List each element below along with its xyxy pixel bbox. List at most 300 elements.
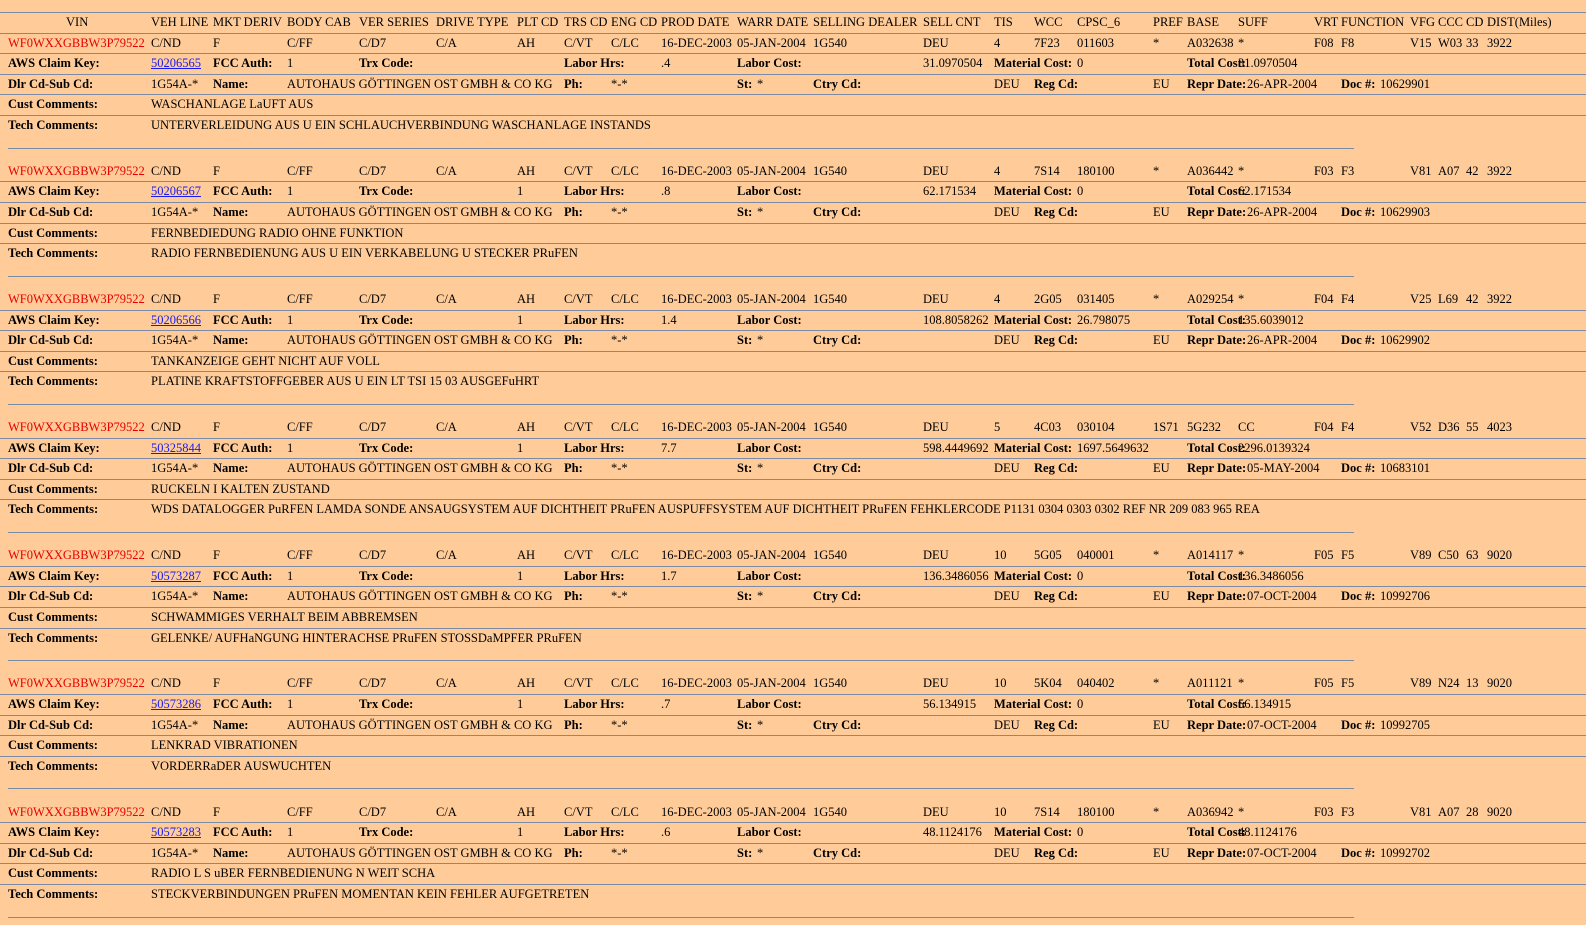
repr-date-value: 07-OCT-2004 xyxy=(1247,589,1317,604)
prod-date-value: 16-DEC-2003 xyxy=(661,291,732,306)
dlr-cd-value: 1G54A-* xyxy=(151,845,199,860)
ccc-value: L69 xyxy=(1438,291,1459,306)
reg-cd-label: Reg Cd: xyxy=(1034,333,1079,348)
vehicle-row xyxy=(0,290,1586,311)
st-label: St: xyxy=(737,717,753,732)
material-cost-value: 0 xyxy=(1077,825,1084,840)
eng-cd-value: C/LC xyxy=(611,291,639,306)
ccc-value: A07 xyxy=(1438,163,1460,178)
header-vfg: VFG xyxy=(1410,15,1436,29)
plt-cd-value: AH xyxy=(517,163,536,178)
header-sell-cnt: SELL CNT xyxy=(923,15,981,29)
dist-value: 9020 xyxy=(1487,676,1512,691)
st-label: St: xyxy=(737,204,753,219)
sell-cnt-value: DEU xyxy=(923,804,949,819)
ccc-value: W03 xyxy=(1438,35,1463,50)
material-cost-value: 0 xyxy=(1077,696,1084,711)
labor-cost-value: 56.134915 xyxy=(923,696,977,711)
labor-hrs-value: .8 xyxy=(661,184,671,199)
warr-date-value: 05-JAN-2004 xyxy=(737,291,806,306)
fcc-auth-value: 1 xyxy=(287,568,294,583)
dlr-cd-label: Dlr Cd-Sub Cd: xyxy=(8,461,94,476)
ctry-cd-value: DEU xyxy=(994,204,1020,219)
repr-date-value: 07-OCT-2004 xyxy=(1247,717,1317,732)
vin-value: WF0WXXGBBW3P79522 xyxy=(8,420,145,435)
trs-cd-value: C/VT xyxy=(564,291,593,306)
cpsc-value: 180100 xyxy=(1077,163,1115,178)
reg-cd-label: Reg Cd: xyxy=(1034,845,1079,860)
vrt-value: F05 xyxy=(1314,548,1334,563)
prod-date-value: 16-DEC-2003 xyxy=(661,163,732,178)
trx-code-label: Trx Code: xyxy=(359,568,414,583)
labor-hrs-value: 7.7 xyxy=(661,440,677,455)
claim-row xyxy=(0,823,1586,844)
dealer-row xyxy=(0,587,1586,608)
veh-line-value: C/ND xyxy=(151,804,181,819)
mkt-deriv-value: F xyxy=(213,420,220,435)
function-value: F4 xyxy=(1341,420,1355,435)
selling-dealer-value: 1G540 xyxy=(813,804,848,819)
suff-value: * xyxy=(1238,676,1245,691)
repr-date-label: Repr Date: xyxy=(1187,589,1247,604)
labor-cost-label: Labor Cost: xyxy=(737,184,802,199)
vehicle-row xyxy=(0,162,1586,183)
ph-value: *-* xyxy=(611,333,628,348)
cust-comments-value: WASCHANLAGE LaUFT AUS xyxy=(151,97,314,112)
total-cost-label: Total Cost: xyxy=(1187,696,1246,711)
claim-key-link[interactable]: 50206567 xyxy=(151,184,201,199)
body-cab-value: C/FF xyxy=(287,804,313,819)
claim-record xyxy=(0,162,1586,277)
doc-no-label: Doc #: xyxy=(1341,76,1376,91)
tis-value: 4 xyxy=(994,35,1001,50)
fcc-auth-label: FCC Auth: xyxy=(213,696,273,711)
header-ver-series: VER SERIES xyxy=(359,15,429,29)
dealer-row xyxy=(0,75,1586,96)
plt-cd-value: AH xyxy=(517,548,536,563)
cd-value: 42 xyxy=(1466,291,1479,306)
repr-date-value: 26-APR-2004 xyxy=(1247,76,1318,91)
claim-row xyxy=(0,54,1586,75)
total-cost-value: 135.6039012 xyxy=(1238,312,1304,327)
cpsc-value: 011603 xyxy=(1077,35,1115,50)
function-value: F3 xyxy=(1341,163,1355,178)
labor-cost-label: Labor Cost: xyxy=(737,312,802,327)
ph-value: *-* xyxy=(611,76,628,91)
vfg-value: V81 xyxy=(1410,163,1432,178)
vehicle-row xyxy=(0,803,1586,824)
fcc-auth-label: FCC Auth: xyxy=(213,56,273,71)
cust-comments-label: Cust Comments: xyxy=(8,738,98,753)
material-cost-value: 1697.5649632 xyxy=(1077,440,1149,455)
claim-row xyxy=(0,311,1586,332)
vfg-value: V52 xyxy=(1410,420,1432,435)
reg-cd-value: EU xyxy=(1153,845,1170,860)
header-selling-dealer: SELLING DEALER xyxy=(813,15,918,29)
tech-comments-row xyxy=(0,116,1586,136)
vfg-value: V25 xyxy=(1410,291,1432,306)
claim-key-link[interactable]: 50325844 xyxy=(151,440,201,455)
doc-no-label: Doc #: xyxy=(1341,589,1376,604)
header-body-cab: BODY CAB xyxy=(287,15,351,29)
reg-cd-value: EU xyxy=(1153,333,1170,348)
veh-line-value: C/ND xyxy=(151,548,181,563)
dlr-cd-value: 1G54A-* xyxy=(151,204,199,219)
claim-row xyxy=(0,567,1586,588)
cd-value: 42 xyxy=(1466,163,1479,178)
drive-type-value: C/A xyxy=(436,804,457,819)
ccc-value: N24 xyxy=(1438,676,1460,691)
pref-value: * xyxy=(1153,676,1160,691)
dlr-cd-label: Dlr Cd-Sub Cd: xyxy=(8,76,94,91)
column-header-row xyxy=(0,12,1586,34)
eng-cd-value: C/LC xyxy=(611,163,639,178)
material-cost-label: Material Cost: xyxy=(994,568,1073,583)
reg-cd-value: EU xyxy=(1153,589,1170,604)
pref-value: * xyxy=(1153,548,1160,563)
trs-cd-value: C/VT xyxy=(564,35,593,50)
record-separator xyxy=(8,776,1354,789)
labor-hrs-label: Labor Hrs: xyxy=(564,568,625,583)
aws-claim-key-label: AWS Claim Key: xyxy=(8,440,100,455)
st-label: St: xyxy=(737,589,753,604)
cust-comments-row xyxy=(0,736,1586,757)
ver-series-value: C/D7 xyxy=(359,676,387,691)
ctry-cd-value: DEU xyxy=(994,717,1020,732)
function-value: F5 xyxy=(1341,548,1355,563)
plt-cd-value: AH xyxy=(517,420,536,435)
sell-cnt-value: DEU xyxy=(923,291,949,306)
cust-comments-row xyxy=(0,608,1586,629)
labor-cost-label: Labor Cost: xyxy=(737,568,802,583)
header-drive-type: DRIVE TYPE xyxy=(436,15,509,29)
dlr-cd-value: 1G54A-* xyxy=(151,589,199,604)
dealer-name-value: AUTOHAUS GÖTTINGEN OST GMBH & CO KG xyxy=(287,717,553,732)
dlr-cd-value: 1G54A-* xyxy=(151,717,199,732)
total-cost-label: Total Cost: xyxy=(1187,312,1246,327)
repr-date-label: Repr Date: xyxy=(1187,76,1247,91)
ph-label: Ph: xyxy=(564,589,583,604)
eng-cd-value: C/LC xyxy=(611,35,639,50)
labor-cost-value: 108.8058262 xyxy=(923,312,989,327)
ph-value: *-* xyxy=(611,204,628,219)
header-tis: TIS xyxy=(994,15,1013,29)
cust-comments-value: RADIO L S uBER FERNBEDIENUNG N WEIT SCHA xyxy=(151,866,436,881)
trx-code-value: 1 xyxy=(517,312,524,327)
tis-value: 5 xyxy=(994,420,1001,435)
dealer-row xyxy=(0,331,1586,352)
labor-cost-label: Labor Cost: xyxy=(737,696,802,711)
function-value: F8 xyxy=(1341,35,1355,50)
vrt-value: F05 xyxy=(1314,676,1334,691)
cust-comments-value: FERNBEDIEDUNG RADIO OHNE FUNKTION xyxy=(151,225,404,240)
cust-comments-row xyxy=(0,95,1586,116)
veh-line-value: C/ND xyxy=(151,163,181,178)
record-separator xyxy=(8,520,1354,533)
labor-hrs-value: .7 xyxy=(661,696,671,711)
suff-value: * xyxy=(1238,35,1245,50)
claim-key-link[interactable]: 50206565 xyxy=(151,56,201,71)
pref-value: * xyxy=(1153,163,1160,178)
doc-no-value: 10992702 xyxy=(1380,845,1430,860)
base-value: A029254 xyxy=(1187,291,1234,306)
dealer-row xyxy=(0,716,1586,737)
name-label: Name: xyxy=(213,589,249,604)
veh-line-value: C/ND xyxy=(151,291,181,306)
claim-record xyxy=(0,546,1586,661)
st-value: * xyxy=(757,589,764,604)
ctry-cd-value: DEU xyxy=(994,589,1020,604)
warr-date-value: 05-JAN-2004 xyxy=(737,676,806,691)
labor-cost-label: Labor Cost: xyxy=(737,56,802,71)
cd-value: 55 xyxy=(1466,420,1479,435)
body-cab-value: C/FF xyxy=(287,548,313,563)
ctry-cd-value: DEU xyxy=(994,845,1020,860)
sell-cnt-value: DEU xyxy=(923,676,949,691)
cust-comments-label: Cust Comments: xyxy=(8,481,98,496)
total-cost-value: 56.134915 xyxy=(1238,696,1292,711)
total-cost-label: Total Cost: xyxy=(1187,56,1246,71)
name-label: Name: xyxy=(213,461,249,476)
vin-value: WF0WXXGBBW3P79522 xyxy=(8,804,145,819)
header-vrt: VRT xyxy=(1314,15,1339,29)
trs-cd-value: C/VT xyxy=(564,804,593,819)
claim-key-link[interactable]: 50573287 xyxy=(151,568,201,583)
tis-value: 10 xyxy=(994,676,1007,691)
fcc-auth-label: FCC Auth: xyxy=(213,184,273,199)
warr-date-value: 05-JAN-2004 xyxy=(737,420,806,435)
total-cost-value: 2296.0139324 xyxy=(1238,440,1310,455)
ctry-cd-label: Ctry Cd: xyxy=(813,333,862,348)
labor-hrs-label: Labor Hrs: xyxy=(564,184,625,199)
labor-cost-value: 62.171534 xyxy=(923,184,977,199)
dealer-name-value: AUTOHAUS GÖTTINGEN OST GMBH & CO KG xyxy=(287,76,553,91)
header-pref: PREF xyxy=(1153,15,1183,29)
dlr-cd-label: Dlr Cd-Sub Cd: xyxy=(8,589,94,604)
ver-series-value: C/D7 xyxy=(359,548,387,563)
vehicle-row xyxy=(0,546,1586,567)
prod-date-value: 16-DEC-2003 xyxy=(661,804,732,819)
labor-hrs-value: 1.7 xyxy=(661,568,677,583)
labor-hrs-value: 1.4 xyxy=(661,312,677,327)
selling-dealer-value: 1G540 xyxy=(813,420,848,435)
material-cost-label: Material Cost: xyxy=(994,184,1073,199)
aws-claim-key-label: AWS Claim Key: xyxy=(8,568,100,583)
tech-comments-label: Tech Comments: xyxy=(8,374,99,389)
cust-comments-row xyxy=(0,480,1586,501)
dlr-cd-label: Dlr Cd-Sub Cd: xyxy=(8,333,94,348)
prod-date-value: 16-DEC-2003 xyxy=(661,35,732,50)
ccc-value: A07 xyxy=(1438,804,1460,819)
aws-claim-key-label: AWS Claim Key: xyxy=(8,825,100,840)
ph-value: *-* xyxy=(611,461,628,476)
sell-cnt-value: DEU xyxy=(923,548,949,563)
aws-claim-key-label: AWS Claim Key: xyxy=(8,312,100,327)
vfg-value: V89 xyxy=(1410,548,1432,563)
suff-value: * xyxy=(1238,804,1245,819)
ctry-cd-value: DEU xyxy=(994,333,1020,348)
pref-value: * xyxy=(1153,291,1160,306)
header-veh-line: VEH LINE xyxy=(151,15,209,29)
labor-cost-value: 48.1124176 xyxy=(923,825,982,840)
eng-cd-value: C/LC xyxy=(611,420,639,435)
claim-key-link[interactable]: 50206566 xyxy=(151,312,201,327)
tech-comments-label: Tech Comments: xyxy=(8,117,99,132)
reg-cd-label: Reg Cd: xyxy=(1034,589,1079,604)
ver-series-value: C/D7 xyxy=(359,804,387,819)
header-eng-cd: ENG CD xyxy=(611,15,658,29)
ctry-cd-label: Ctry Cd: xyxy=(813,461,862,476)
header-suff: SUFF xyxy=(1238,15,1268,29)
vehicle-row xyxy=(0,674,1586,695)
vfg-value: V81 xyxy=(1410,804,1432,819)
tech-comments-row xyxy=(0,244,1586,264)
body-cab-value: C/FF xyxy=(287,420,313,435)
header-base: BASE xyxy=(1187,15,1219,29)
total-cost-label: Total Cost: xyxy=(1187,440,1246,455)
header-wcc: WCC xyxy=(1034,15,1063,29)
drive-type-value: C/A xyxy=(436,676,457,691)
st-value: * xyxy=(757,461,764,476)
claim-record xyxy=(0,674,1586,789)
labor-hrs-label: Labor Hrs: xyxy=(564,440,625,455)
veh-line-value: C/ND xyxy=(151,35,181,50)
ctry-cd-label: Ctry Cd: xyxy=(813,76,862,91)
cpsc-value: 030104 xyxy=(1077,420,1115,435)
sell-cnt-value: DEU xyxy=(923,420,949,435)
trs-cd-value: C/VT xyxy=(564,420,593,435)
material-cost-label: Material Cost: xyxy=(994,312,1073,327)
mkt-deriv-value: F xyxy=(213,163,220,178)
plt-cd-value: AH xyxy=(517,676,536,691)
material-cost-label: Material Cost: xyxy=(994,696,1073,711)
ver-series-value: C/D7 xyxy=(359,163,387,178)
selling-dealer-value: 1G540 xyxy=(813,35,848,50)
ph-label: Ph: xyxy=(564,76,583,91)
cust-comments-label: Cust Comments: xyxy=(8,610,98,624)
aws-claim-key-label: AWS Claim Key: xyxy=(8,56,100,71)
record-separator xyxy=(8,905,1354,918)
dealer-row xyxy=(0,459,1586,480)
eng-cd-value: C/LC xyxy=(611,548,639,563)
ph-label: Ph: xyxy=(564,461,583,476)
cust-comments-label: Cust Comments: xyxy=(8,97,98,112)
tech-comments-value: RADIO FERNBEDIENUNG AUS U EIN VERKABELUNG U STECKER PRuFEN xyxy=(151,246,578,261)
dist-value: 3922 xyxy=(1487,163,1512,178)
ph-value: *-* xyxy=(611,589,628,604)
ccc-value: D36 xyxy=(1438,420,1460,435)
suff-value: * xyxy=(1238,291,1245,306)
labor-hrs-value: .4 xyxy=(661,56,671,71)
tech-comments-label: Tech Comments: xyxy=(8,502,99,517)
warr-date-value: 05-JAN-2004 xyxy=(737,35,806,50)
cpsc-value: 040001 xyxy=(1077,548,1115,563)
st-value: * xyxy=(757,845,764,860)
labor-hrs-label: Labor Hrs: xyxy=(564,825,625,840)
tech-comments-row xyxy=(0,757,1586,777)
warr-date-value: 05-JAN-2004 xyxy=(737,548,806,563)
trx-code-value: 1 xyxy=(517,568,524,583)
tis-value: 4 xyxy=(994,291,1001,306)
ctry-cd-label: Ctry Cd: xyxy=(813,845,862,860)
tech-comments-value: VORDERRaDER AUSWUCHTEN xyxy=(151,758,332,773)
header-prod-date: PROD DATE xyxy=(661,15,730,29)
body-cab-value: C/FF xyxy=(287,35,313,50)
cust-comments-label: Cust Comments: xyxy=(8,866,98,881)
dlr-cd-label: Dlr Cd-Sub Cd: xyxy=(8,717,94,732)
st-label: St: xyxy=(737,333,753,348)
repr-date-label: Repr Date: xyxy=(1187,845,1247,860)
tech-comments-value: STECKVERBINDUNGEN PRuFEN MOMENTAN KEIN FEHLER AUFGETRETEN xyxy=(151,886,590,901)
tech-comments-label: Tech Comments: xyxy=(8,758,99,773)
cust-comments-row xyxy=(0,352,1586,373)
mkt-deriv-value: F xyxy=(213,804,220,819)
record-separator xyxy=(8,648,1354,661)
tech-comments-value: WDS DATALOGGER PuRFEN LAMDA SONDE ANSAUGSYSTEM AUF DICHTHEIT PRuFEN AUSPUFFSYSTEM AUF DICHTHEIT PRuFEN FEHKLERCODE P1131 0304 0303 0302 REF NR 209 083 965 REA xyxy=(151,502,1260,517)
drive-type-value: C/A xyxy=(436,420,457,435)
ctry-cd-label: Ctry Cd: xyxy=(813,717,862,732)
cust-comments-label: Cust Comments: xyxy=(8,353,98,368)
dlr-cd-label: Dlr Cd-Sub Cd: xyxy=(8,204,94,219)
ctry-cd-value: DEU xyxy=(994,461,1020,476)
suff-value: * xyxy=(1238,163,1245,178)
vrt-value: F03 xyxy=(1314,163,1334,178)
repr-date-label: Repr Date: xyxy=(1187,717,1247,732)
vehicle-row xyxy=(0,34,1586,55)
repr-date-label: Repr Date: xyxy=(1187,333,1247,348)
veh-line-value: C/ND xyxy=(151,676,181,691)
tech-comments-row xyxy=(0,885,1586,905)
cust-comments-row xyxy=(0,224,1586,245)
drive-type-value: C/A xyxy=(436,163,457,178)
wcc-value: 2G05 xyxy=(1034,291,1062,306)
eng-cd-value: C/LC xyxy=(611,804,639,819)
dlr-cd-value: 1G54A-* xyxy=(151,461,199,476)
repr-date-value: 26-APR-2004 xyxy=(1247,333,1318,348)
aws-claim-key-label: AWS Claim Key: xyxy=(8,696,100,711)
repr-date-value: 07-OCT-2004 xyxy=(1247,845,1317,860)
claim-key-link[interactable]: 50573286 xyxy=(151,696,201,711)
cpsc-value: 040402 xyxy=(1077,676,1115,691)
cust-comments-value: RUCKELN I KALTEN ZUSTAND xyxy=(151,481,330,496)
fcc-auth-label: FCC Auth: xyxy=(213,312,273,327)
material-cost-value: 0 xyxy=(1077,568,1084,583)
total-cost-label: Total Cost: xyxy=(1187,825,1246,840)
tech-comments-value: UNTERVERLEIDUNG AUS U EIN SCHLAUCHVERBINDUNG WASCHANLAGE INSTANDS xyxy=(151,117,651,132)
doc-no-value: 10629902 xyxy=(1380,333,1430,348)
selling-dealer-value: 1G540 xyxy=(813,676,848,691)
ctry-cd-label: Ctry Cd: xyxy=(813,204,862,219)
trx-code-label: Trx Code: xyxy=(359,56,414,71)
dealer-row xyxy=(0,844,1586,865)
claim-records xyxy=(0,34,1586,918)
total-cost-label: Total Cost: xyxy=(1187,568,1246,583)
drive-type-value: C/A xyxy=(436,291,457,306)
header-mkt-deriv: MKT DERIV xyxy=(213,15,282,29)
body-cab-value: C/FF xyxy=(287,676,313,691)
dealer-name-value: AUTOHAUS GÖTTINGEN OST GMBH & CO KG xyxy=(287,845,553,860)
vrt-value: F04 xyxy=(1314,420,1334,435)
doc-no-label: Doc #: xyxy=(1341,461,1376,476)
selling-dealer-value: 1G540 xyxy=(813,548,848,563)
tech-comments-label: Tech Comments: xyxy=(8,246,99,261)
claim-key-link[interactable]: 50573283 xyxy=(151,825,201,840)
cd-value: 28 xyxy=(1466,804,1479,819)
header-cd: CD xyxy=(1466,15,1484,29)
wcc-value: 5G05 xyxy=(1034,548,1062,563)
cust-comments-value: TANKANZEIGE GEHT NICHT AUF VOLL xyxy=(151,353,380,368)
claim-row xyxy=(0,439,1586,460)
